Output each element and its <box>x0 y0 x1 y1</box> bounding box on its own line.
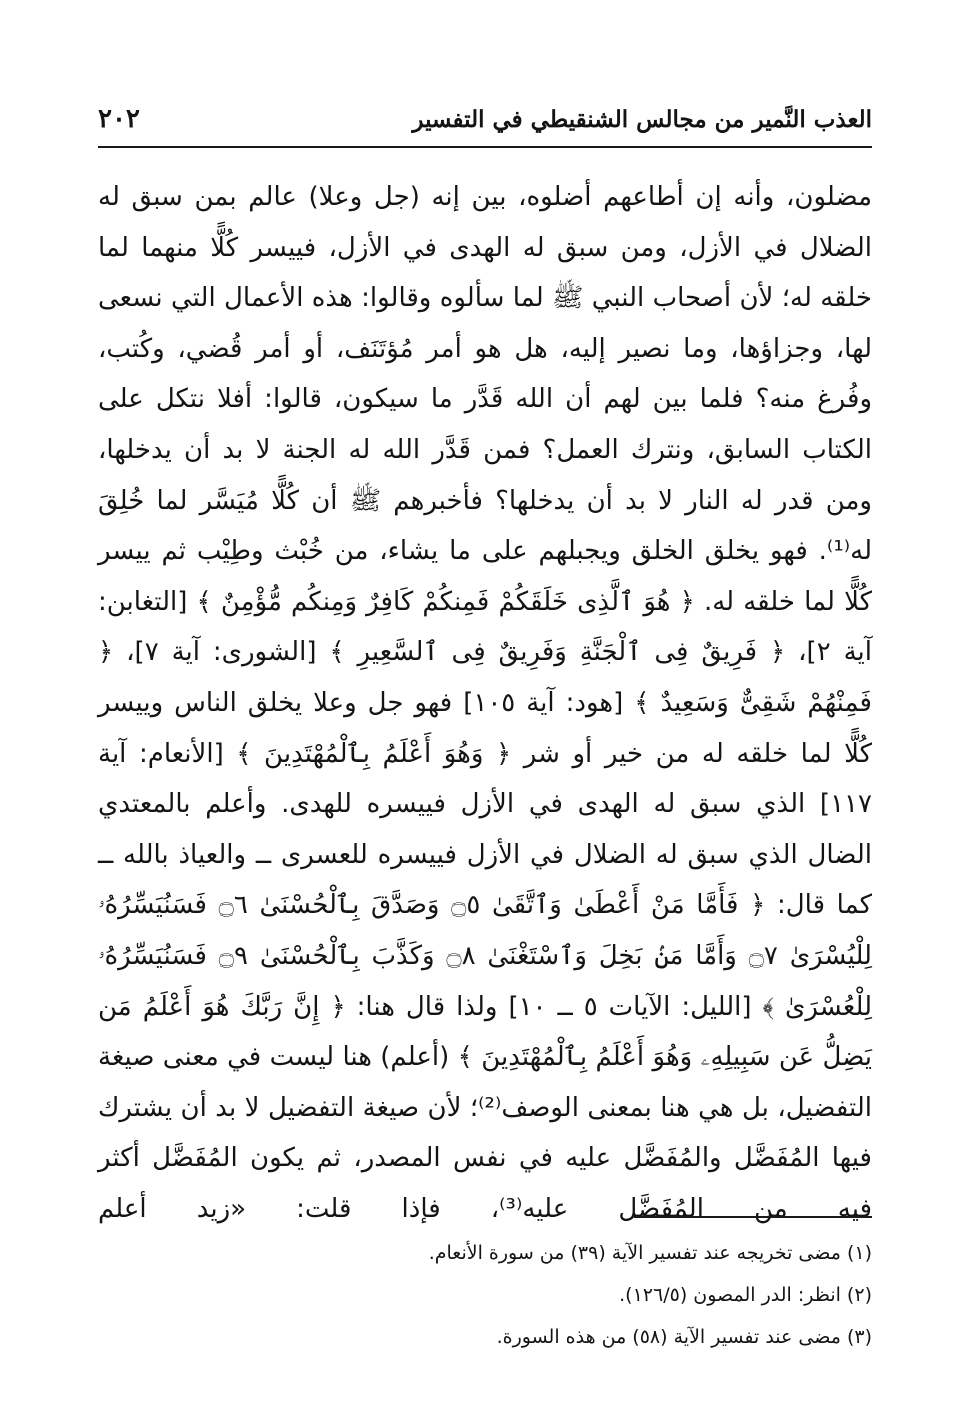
footnote-3: (٣) مضى عند تفسير الآية (٥٨) من هذه السورة. <box>496 1326 872 1348</box>
page-number: ٢٠٢ <box>98 104 140 134</box>
header-title: العذب النَّمير من مجالس الشنقيطي في التفسير <box>412 106 872 133</box>
running-header <box>98 100 872 148</box>
footnote-2: (٢) انظر: الدر المصون (١٢٦/٥). <box>619 1284 872 1306</box>
footnote-1: (١) مضى تخريجه عند تفسير الآية (٣٩) من سورة الأنعام. <box>428 1242 872 1264</box>
footnotes <box>98 1232 872 1358</box>
footnote-separator <box>634 1216 872 1218</box>
body-paragraph: مضلون، وأنه إن أطاعهم أضلوه، بين إنه (جل وعلا) عالم بمن سبق له الضلال في الأزل، ومن سبق له الهدى في الأزل، فييسر كُلًّا منهما لما خلقه له؛ لأن أصحاب النبي ﷺ لما سألوه وقالوا: هذه الأعمال التي نسعى لها، وجزاؤها، وما نصير إليه، هل هو أمر مُؤتَنَف، أو أمر قُضي، وكُتب، وفُرغ منه؟ فلما بين لهم أن الله قَدَّر ما سيكون، قالوا: أفلا نتكل على الكتاب السابق، ونترك العمل؟ فمن قَدَّر الله له الجنة لا بد أن يدخلها، ومن قدر له النار لا بد أن يدخلها؟ فأخبرهم ﷺ أن كُلًّا مُيَسَّر لما خُلِقَ له⁽¹⁾. فهو يخلق الخلق ويجبلهم على ما يشاء، من خُبْث وطِيْب ثم ييسر كُلًّا لما خلقه له. ﴿ هُوَ ٱلَّذِى خَلَقَكُمْ فَمِنكُمْ كَافِرٌ وَمِنكُم مُّؤْمِنٌ ﴾ [التغابن: آية ٢]، ﴿ فَرِيقٌ فِى ٱلْجَنَّةِ وَفَرِيقٌ فِى ٱلسَّعِيرِ ﴾ [الشورى: آية ٧]، ﴿ فَمِنْهُمْ شَقِىٌّ وَسَعِيدٌ ﴾ [هود: آية ١٠٥] فهو جل وعلا يخلق الناس وييسر كُلًّا لما خلقه له من خير أو شر ﴿ وَهُوَ أَعْلَمُ بِٱلْمُهْتَدِينَ ﴾ [الأنعام: آية ١١٧] الذي سبق له الهدى في الأزل فييسره للهدى. وأعلم بالمعتدي الضال الذي سبق له الضلال في الأزل فييسره للعسرى ــ والعياذ بالله ــ كما قال: ﴿ فَأَمَّا مَنْ أَعْطَىٰ وَٱتَّقَىٰ ۝٥ وَصَدَّقَ بِٱلْحُسْنَىٰ ۝٦ فَسَنُيَسِّرُهُۥ لِلْيُسْرَىٰ ۝٧ وَأَمَّا مَنۢ بَخِلَ وَٱسْتَغْنَىٰ ۝٨ وَكَذَّبَ بِٱلْحُسْنَىٰ ۝٩ فَسَنُيَسِّرُهُۥ لِلْعُسْرَىٰ ﴾ [الليل: الآيات ٥ ــ ١٠] ولذا قال هنا: ﴿ إِنَّ رَبَّكَ هُوَ أَعْلَمُ مَن يَضِلُّ عَن سَبِيلِهِۦ وَهُوَ أَعْلَمُ بِٱلْمُهْتَدِينَ ﴾ (أعلم) هنا ليست في معنى صيغة التفضيل، بل هي هنا بمعنى الوصف⁽²⁾؛ لأن صيغة التفضيل لا بد أن يشترك فيها المُفَضَّل والمُفَضَّل عليه في نفس المصدر، ثم يكون المُفَضَّل أكثر فيه من المُفَضَّل عليه⁽³⁾، فإذا قلت: «زيد أعلم <box>98 182 872 1224</box>
